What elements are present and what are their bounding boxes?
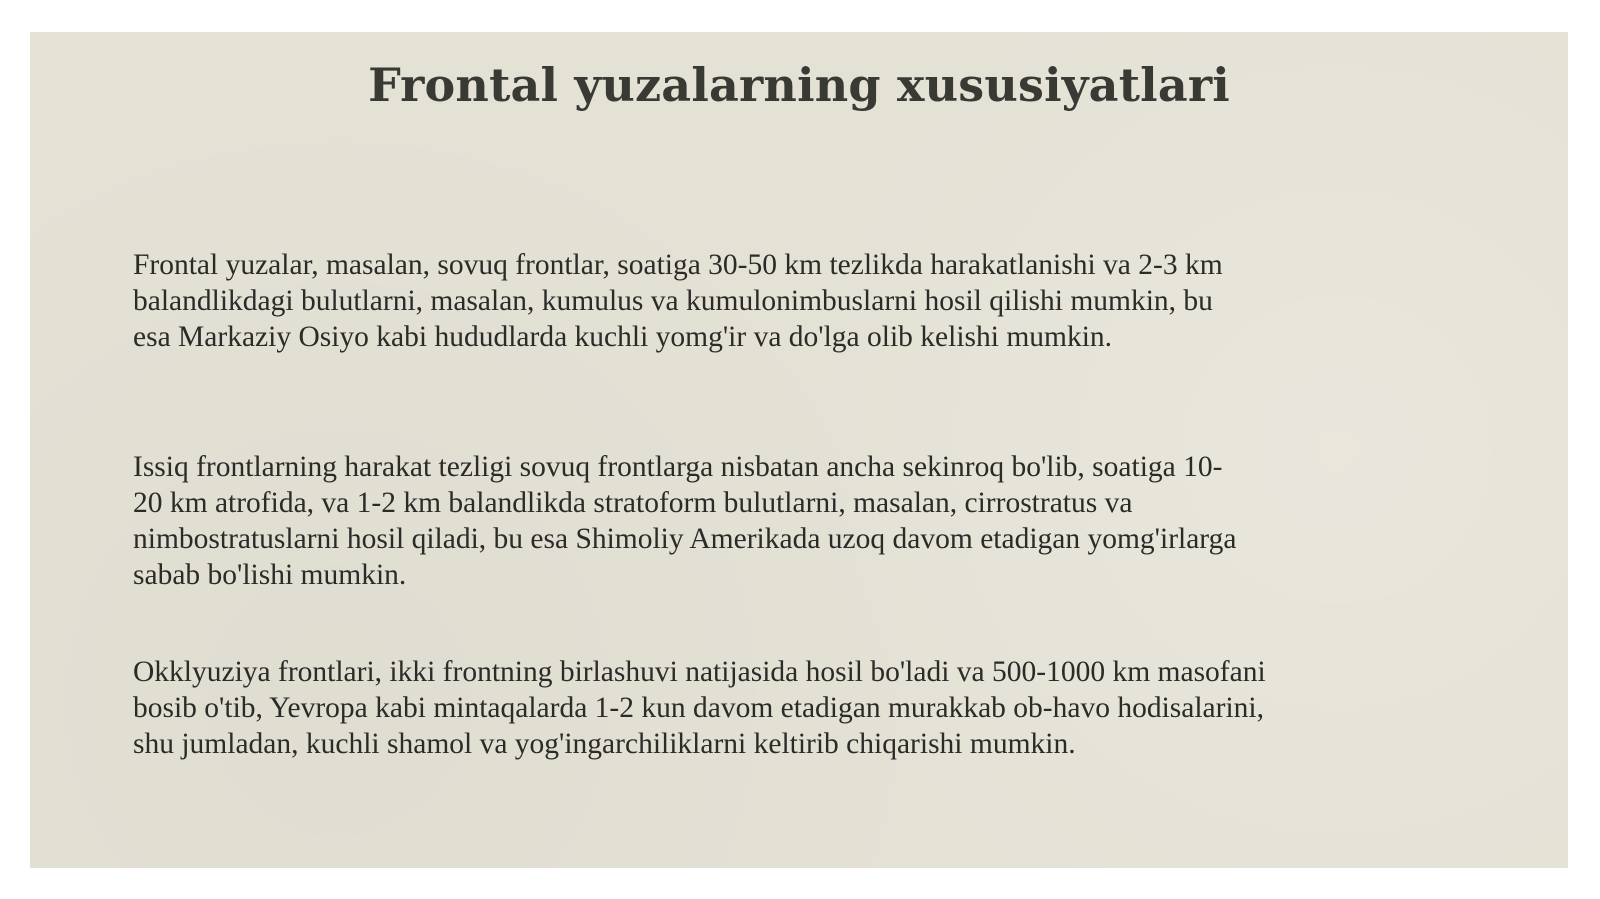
paragraph-warm-fronts: Issiq frontlarning harakat tezligi sovuq frontlarga nisbatan ancha sekinroq bo'lib, soatiga 10- 20 km atrofida, va 1-2 km balandlikda stratoform bulutlarni, masalan, cirrostratus va nimbostratuslarni hosil qiladi, bu esa Shimoliy Amerikada uzoq davom etadigan yomg'irlarga sabab bo'lishi mumkin. — [133, 451, 1237, 591]
slide-title: Frontal yuzalarning xususiyatlari — [368, 58, 1230, 112]
paragraph-occluded-fronts: Okklyuziya frontlari, ikki frontning birlashuvi natijasida hosil bo'ladi va 500-1000 km masofani bosib o'tib, Yevropa kabi mintaqalarda 1-2 kun davom etadigan murakkab ob-havo hodisalarini, shu jumladan, kuchli shamol va yog'ingarchiliklarni keltirib chiqarishi mumkin. — [133, 656, 1266, 760]
slide — [30, 32, 1568, 868]
paragraph-cold-fronts: Frontal yuzalar, masalan, sovuq frontlar, soatiga 30-50 km tezlikda harakatlanishi va 2-3 km balandlikdagi bulutlarni, masalan, kumulus va kumulonimbuslarni hosil qilishi mumkin, bu esa Markaziy Osiyo kabi hududlarda kuchli yomg'ir va do'lga olib kelishi mumkin. — [133, 249, 1223, 353]
